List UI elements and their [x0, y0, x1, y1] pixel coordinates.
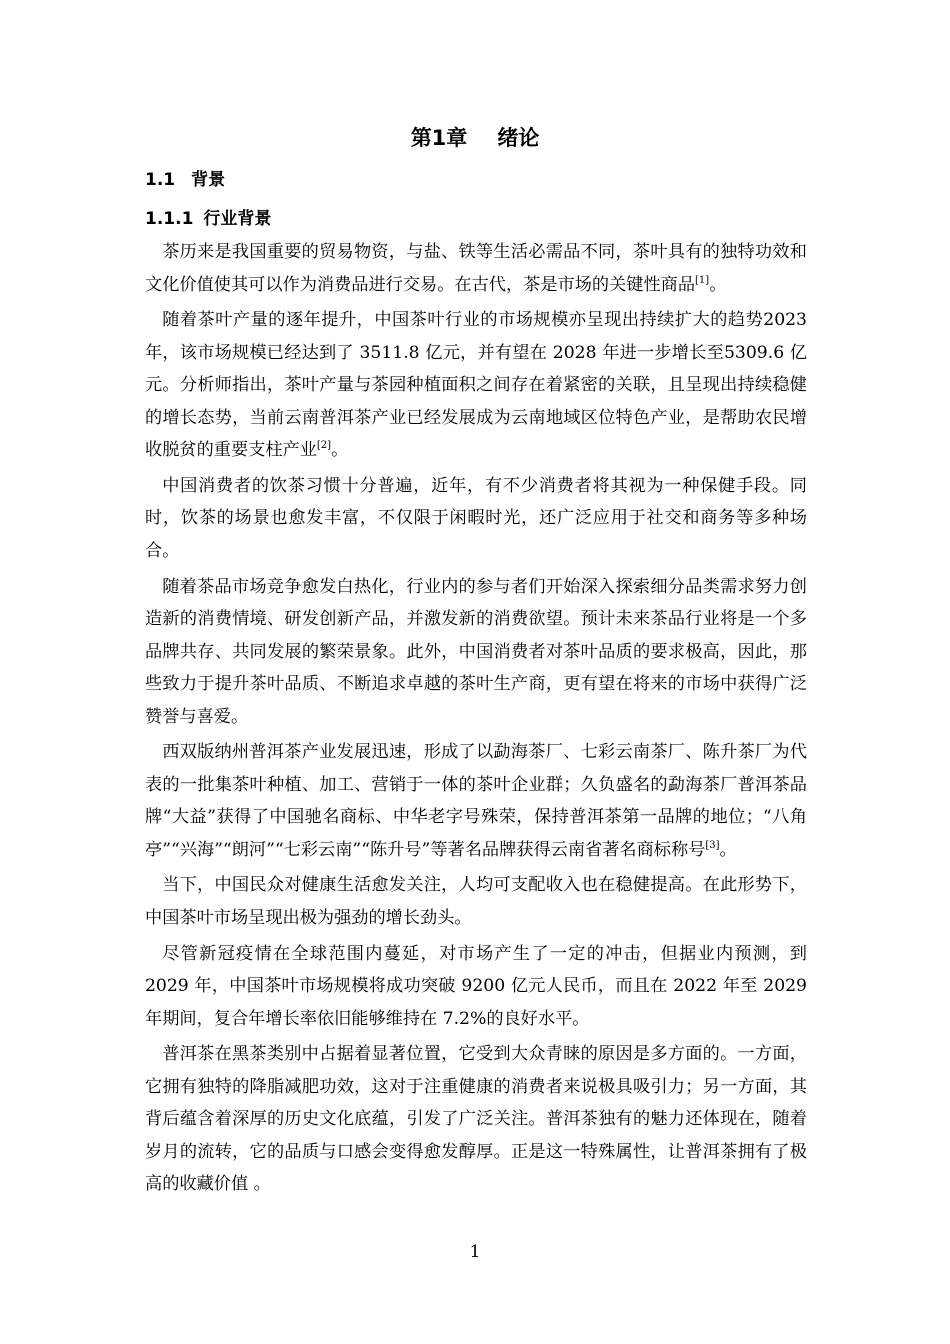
- section-number: 1.1: [145, 170, 176, 190]
- body-text: [145, 236, 807, 1204]
- paragraph: 西双版纳州普洱茶产业发展迅速，形成了以勐海茶厂、七彩云南茶厂、陈升茶厂为代表的一批集茶叶种植、加工、营销于一体的茶叶企业群；久负盛名的勐海茶厂普洱茶品牌“大益”获得了中国驰名商标、中华老字号殊荣，保持普洱茶第一品牌的地位；“八角亭”“兴海”“朗河”“七彩云南”“陈升号”等著名品牌获得云南省著名商标称号[3]。: [145, 742, 807, 860]
- paragraph: 随着茶品市场竞争愈发白热化，行业内的参与者们开始深入探索细分品类需求努力创造新的消费情境、研发创新产品，并激发新的消费欲望。预计未来茶品行业将是一个多品牌共存、共同发展的繁荣景象。此外，中国消费者对茶叶品质的要求极高，因此，那些致力于提升茶叶品质、不断追求卓越的茶叶生产商，更有望在将来的市场中获得广泛赞誉与喜爱。: [145, 576, 807, 727]
- paragraph: 普洱茶在黑茶类别中占据着显著位置，它受到大众青睐的原因是多方面的。一方面，它拥有独特的降脂减肥功效，这对于注重健康的消费者来说极具吸引力；另一方面，其背后蕴含着深厚的历史文化底蕴，引发了广泛关注。普洱茶独有的魅力还体现在，随着岁月的流转，它的品质与口感会变得愈发醇厚。正是这一特殊属性，让普洱茶拥有了极高的收藏价值 。: [145, 1044, 807, 1195]
- citation: [2]: [316, 440, 332, 452]
- citation: [3]: [705, 839, 720, 851]
- page-number: 1: [469, 1242, 481, 1262]
- section-title: 背景: [191, 170, 226, 190]
- paragraph: 中国消费者的饮茶习惯十分普遍，近年，有不少消费者将其视为一种保健手段。同时，饮茶的场景也愈发丰富，不仅限于闲暇时光，还广泛应用于社交和商务等多种场合。: [145, 475, 807, 561]
- section-heading: [145, 167, 225, 193]
- citation: [1]: [695, 274, 710, 286]
- paragraph: 尽管新冠疫情在全球范围内蔓延，对市场产生了一定的冲击，但据业内预测，到2029 年，中国茶叶市场规模将成功突破 9200 亿元人民币，而且在 2022 年至 2029年期间，复合年增长率依旧能够维持在 7.2%的良好水平。: [145, 943, 807, 1029]
- paragraph: 随着茶叶产量的逐年提升，中国茶叶行业的市场规模亦呈现出持续扩大的趋势2023 年，该市场规模已经达到了 3511.8 亿元，并有望在 2028 年进一步增长至5309.6 亿元。分析师指出，茶叶产量与茶园种植面积之间存在着紧密的关联，且呈现出持续稳健的增长态势，当前云南普洱茶产业已经发展成为云南地域区位特色产业，是帮助农民增收脱贫的重要支柱产业[2]。: [145, 310, 807, 461]
- subsection-number: 1.1.1: [145, 209, 194, 229]
- subsection-title: 行业背景: [203, 209, 272, 229]
- paragraph: 当下，中国民众对健康生活愈发关注，人均可支配收入也在稳健提高。在此形势下，中国茶叶市场呈现出极为强劲的增长劲头。: [145, 875, 807, 928]
- subsection-heading: [145, 206, 271, 232]
- chapter-number: 第1章: [410, 126, 468, 150]
- chapter-name: 绪论: [497, 126, 540, 150]
- paragraph: 茶历来是我国重要的贸易物资，与盐、铁等生活必需品不同，茶叶具有的独特功效和文化价值使其可以作为消费品进行交易。在古代，茶是市场的关键性商品[1]。: [145, 242, 807, 295]
- chapter-title: [0, 122, 950, 154]
